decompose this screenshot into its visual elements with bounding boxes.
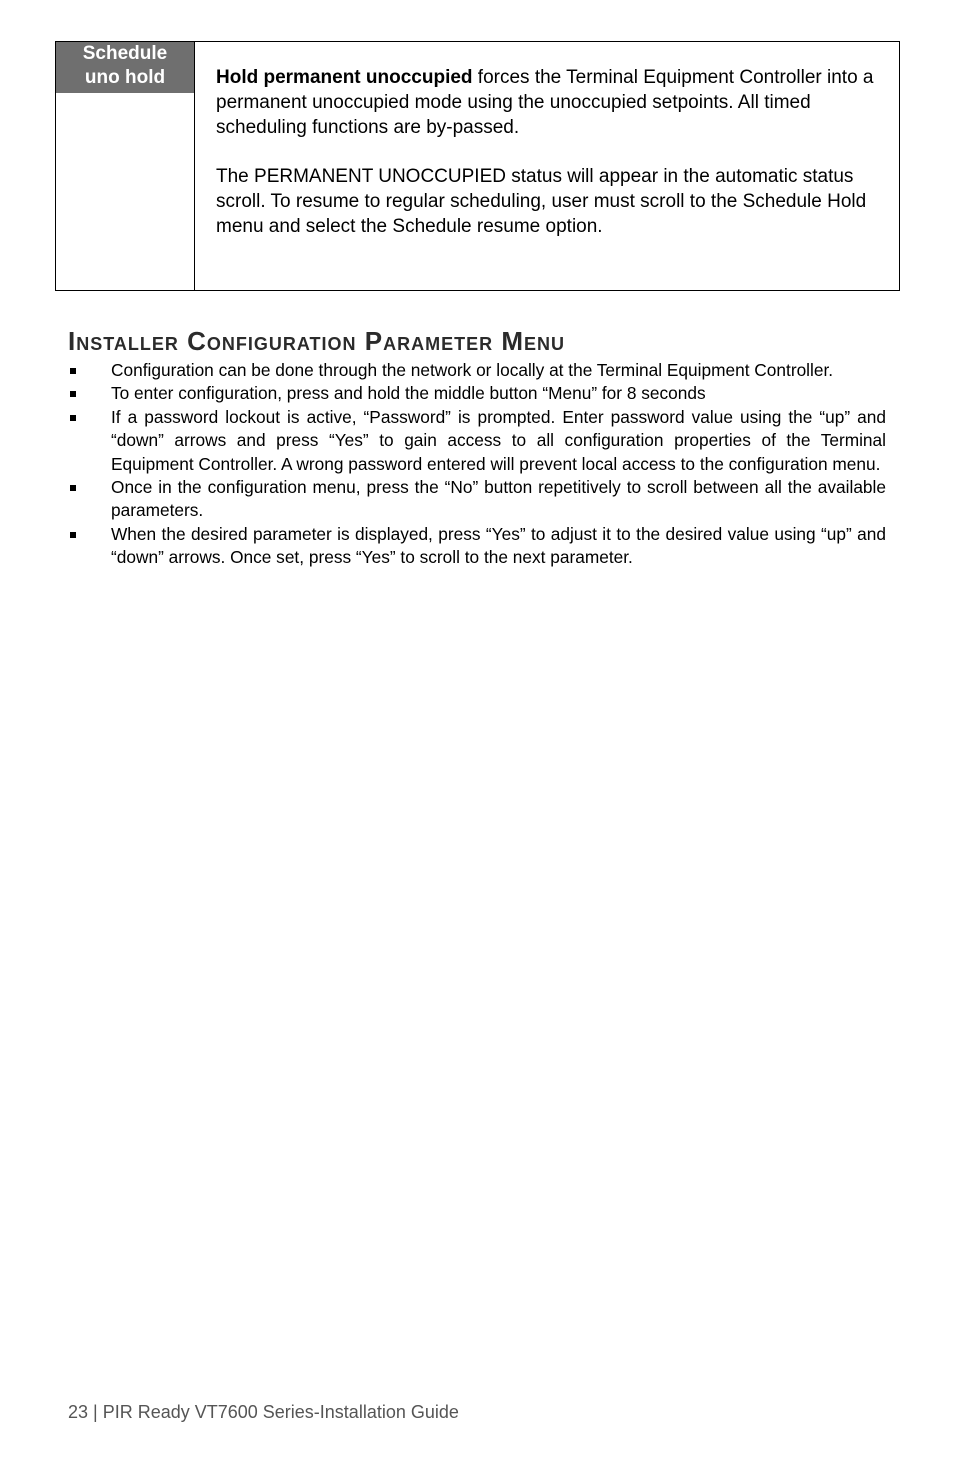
description-bold-term: Hold permanent unoccupied bbox=[216, 67, 473, 88]
list-item-text: To enter configuration, press and hold the middle button “Menu” for 8 seconds bbox=[111, 383, 706, 404]
bullet-marker bbox=[70, 532, 76, 538]
parameter-name-line-2: uno hold bbox=[84, 67, 166, 88]
list-item-text: When the desired parameter is displayed, press “Yes” to adjust it to the desired value using “up” and “down” arrows. Once set, press “Yes” to scroll to the next parameter. bbox=[111, 523, 886, 568]
list-item-text: Configuration can be done through the network or locally at the Terminal Equipment Controller. bbox=[111, 360, 834, 380]
list-item-text: If a password lockout is active, “Password” is prompted. Enter password value using the “up” and “down” arrows and press “Yes” to gain access to all configuration properties of the Terminal Equipment Controller. A wrong password entered will prevent local access to the configuration menu. bbox=[111, 406, 886, 474]
list-item bbox=[68, 382, 886, 405]
list-item bbox=[68, 523, 886, 570]
bullet-list bbox=[68, 359, 886, 570]
parameter-table bbox=[55, 41, 900, 291]
section-title: Installer Configuration Parameter Menu bbox=[68, 326, 565, 356]
description-paragraph-2: The PERMANENT UNOCCUPIED status will appear in the automatic status scroll. To resume to regular scheduling, user must scroll to the Schedule Hold menu and select the Schedule resume option. bbox=[216, 166, 867, 237]
bullet-marker bbox=[70, 368, 76, 374]
parameter-name-header bbox=[56, 42, 194, 93]
description-paragraph-1 bbox=[216, 65, 879, 140]
list-item bbox=[68, 406, 886, 476]
parameter-name-line-1: Schedule bbox=[82, 43, 168, 64]
page-footer: 23 | PIR Ready VT7600 Series-Installation Guide bbox=[68, 1402, 459, 1422]
list-item bbox=[68, 476, 886, 523]
bullet-marker bbox=[70, 485, 76, 491]
bullet-marker bbox=[70, 415, 76, 421]
parameter-name-cell bbox=[56, 42, 195, 290]
bullet-marker bbox=[70, 391, 76, 397]
parameter-description-cell bbox=[195, 42, 899, 290]
list-item bbox=[68, 359, 886, 382]
description-paragraph-1-text: forces the Terminal Equipment Controller into a permanent unoccupied mode using the unoccupied setpoints. All timed scheduling functions are by-passed. bbox=[216, 67, 874, 138]
list-item-text: Once in the configuration menu, press the “No” button repetitively to scroll between all the available parameters. bbox=[111, 477, 886, 521]
